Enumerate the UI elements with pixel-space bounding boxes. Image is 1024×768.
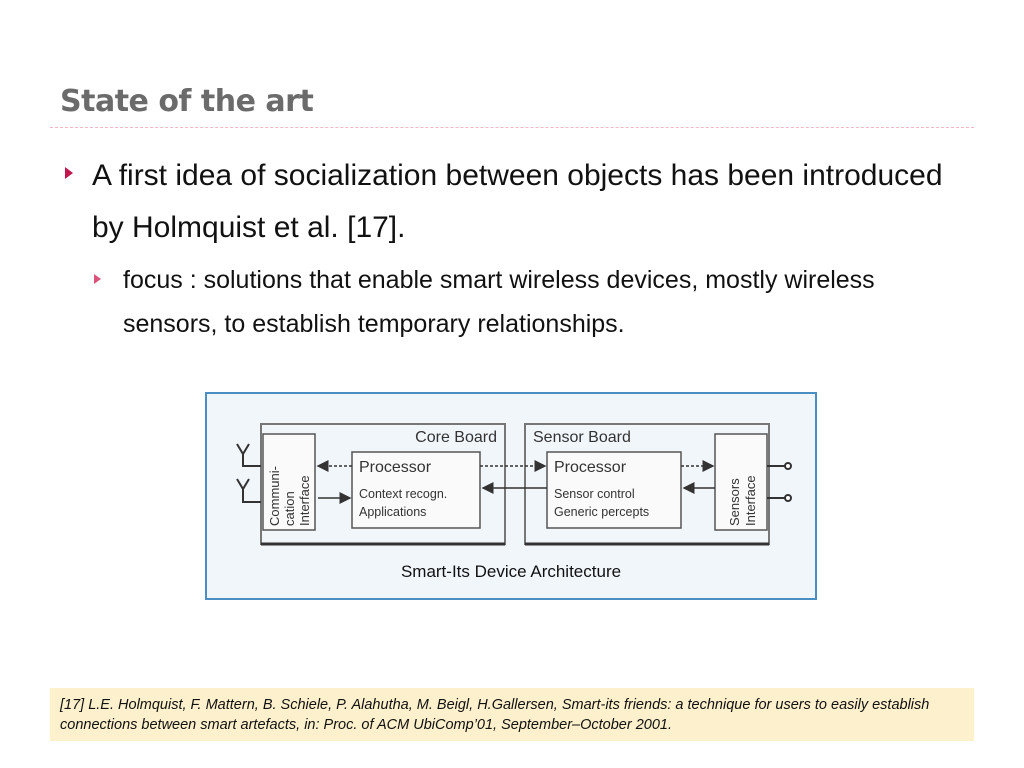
sensor-processor-title: Processor [554, 459, 627, 476]
sub-bullet-arrow-icon [94, 274, 101, 284]
sensor-terminal-icon [767, 463, 791, 501]
bullet-arrow-icon [65, 167, 73, 179]
figure-caption: Smart-Its Device Architecture [400, 562, 622, 581]
bullet-level-1 [60, 150, 960, 254]
bullet-2-text: focus : solutions that enable smart wireless devices, mostly wireless sensors, to establish temporary relationships. [123, 266, 875, 338]
architecture-figure [205, 392, 817, 600]
sensors-interface-line2: Interface [743, 475, 758, 526]
bullet-1-text: A first idea of socialization between objects has been introduced by Holmquist et al. [17]. [92, 159, 943, 244]
slide-title: State of the art [60, 84, 314, 119]
sensor-board-label: Sensor Board [533, 429, 631, 446]
comm-interface-line3: Interface [297, 475, 312, 526]
core-board-label: Core Board [415, 429, 497, 446]
bullet-level-2 [90, 258, 950, 346]
title-divider [50, 127, 974, 128]
antenna-icon [237, 444, 261, 502]
sensor-processor-line1: Sensor control [554, 487, 635, 501]
sensors-interface-line1: Sensors [727, 478, 742, 526]
sensor-processor-line2: Generic percepts [554, 505, 650, 519]
core-processor-line2: Applications [359, 505, 427, 519]
core-processor-line1: Context recogn. [359, 487, 448, 501]
core-processor-title: Processor [359, 459, 432, 476]
reference-footnote: [17] L.E. Holmquist, F. Mattern, B. Schiele, P. Alahutha, M. Beigl, H.Gallersen, Smart-its friends: a technique for users to easily establish connections between smart artefacts, in: Proc. of ACM UbiComp’01, September–October 2001. [50, 688, 974, 741]
comm-interface-line2: cation [282, 491, 297, 526]
comm-interface-line1: Communi- [267, 466, 282, 526]
